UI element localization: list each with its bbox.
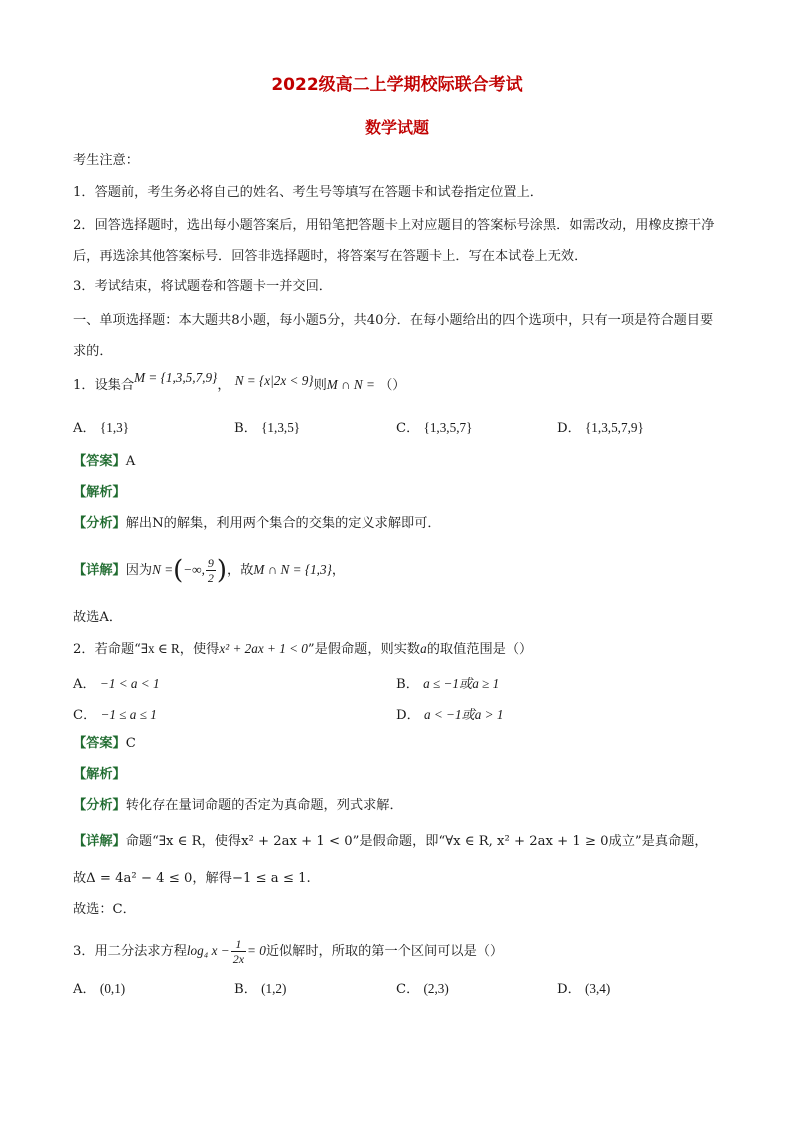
q1-conclusion: 故选A． xyxy=(73,610,123,625)
notice-heading: 考生注意： xyxy=(73,153,139,168)
q1-answer: 【答案】A xyxy=(73,454,136,469)
q2-xiangjie-2: 故Δ = 4a² − 4 ≤ 0，解得−1 ≤ a ≤ 1. xyxy=(73,871,311,886)
q1-ask: M ∩ N = xyxy=(326,377,375,392)
q1-jiexi: 【解析】 xyxy=(73,485,126,500)
q2-stem: 2．若命题“∃x ∈ R，使得x² + 2ax + 1 < 0”是假命题，则实数a的取值范围是（） xyxy=(73,641,533,657)
q1-option-c: C． {1,3,5,7} xyxy=(396,420,473,436)
q1-set-n: N = {x|2x < 9} xyxy=(234,373,314,388)
q2-conclusion: 故选：C． xyxy=(73,902,136,917)
q2-jiexi: 【解析】 xyxy=(73,767,126,782)
q3-stem: 3．用二分法求方程log₄ x − $\frac{1}{2x}$ = 0近似解时，所取的第一个区间可以是（） xyxy=(73,937,504,966)
q2-option-b: B． a ≤ −1或a ≥ 1 xyxy=(396,676,500,692)
q1-fenxi: 【分析】解出N的解集，利用两个集合的交集的定义求解即可． xyxy=(73,516,441,531)
section-1-heading: 一、单项选择题：本大题共8小题，每小题5分，共40分．在每小题给出的四个选项中，只有一项是符合题目要求的． xyxy=(73,313,714,359)
notice-item-2: 2．回答选择题时，选出每小题答案后，用铅笔把答题卡上对应题目的答案标号涂黑．如需改动，用橡皮擦干净后，再选涂其他答案标号．回答非选择题时，将答案写在答题卡上．写在本试卷上无效． xyxy=(73,218,715,264)
q1-option-d: D． {1,3,5,7,9} xyxy=(557,420,644,436)
exam-subtitle: 数学试题 xyxy=(364,118,429,137)
q1-xiangjie: 【详解】因为N =(−∞, $\frac{9}{2}$ )，故M ∩ N = {1,3}， xyxy=(73,555,346,586)
q1-option-b: B． {1,3,5} xyxy=(234,420,301,436)
q2-xiangjie: 【详解】命题“∃x ∈ R，使得x² + 2ax + 1 < 0”是假命题，即“∀x ∈ R, x² + 2ax + 1 ≥ 0成立”是真命题， xyxy=(73,834,708,849)
q2-fenxi: 【分析】转化存在量词命题的否定为真命题，列式求解． xyxy=(73,798,403,813)
q3-option-d: D． (3,4) xyxy=(557,981,611,997)
q2-option-c: C． −1 ≤ a ≤ 1 xyxy=(73,707,157,723)
exam-title: 2022级高二上学期校际联合考试 xyxy=(271,75,523,95)
q1-stem: 1．设集合M = {1,3,5,7,9}， N = {x|2x < 9}则M ∩ N = （） xyxy=(73,370,406,393)
q2-option-d: D． a < −1或a > 1 xyxy=(396,707,504,723)
q3-option-c: C． (2,3) xyxy=(396,981,449,997)
notice-item-3: 3．考试结束，将试题卷和答题卡一并交回． xyxy=(73,279,332,294)
q3-option-b: B． (1,2) xyxy=(234,981,287,997)
notice-item-1: 1．答题前，考生务必将自己的姓名、考生号等填写在答题卡和试卷指定位置上． xyxy=(73,185,543,200)
q2-option-a: A． −1 < a < 1 xyxy=(73,676,160,692)
q2-answer: 【答案】C xyxy=(73,736,136,751)
q3-option-a: A． (0,1) xyxy=(73,981,126,997)
q1-set-m: M = {1,3,5,7,9} xyxy=(134,370,218,385)
q1-option-a: A． {1,3} xyxy=(73,420,130,436)
